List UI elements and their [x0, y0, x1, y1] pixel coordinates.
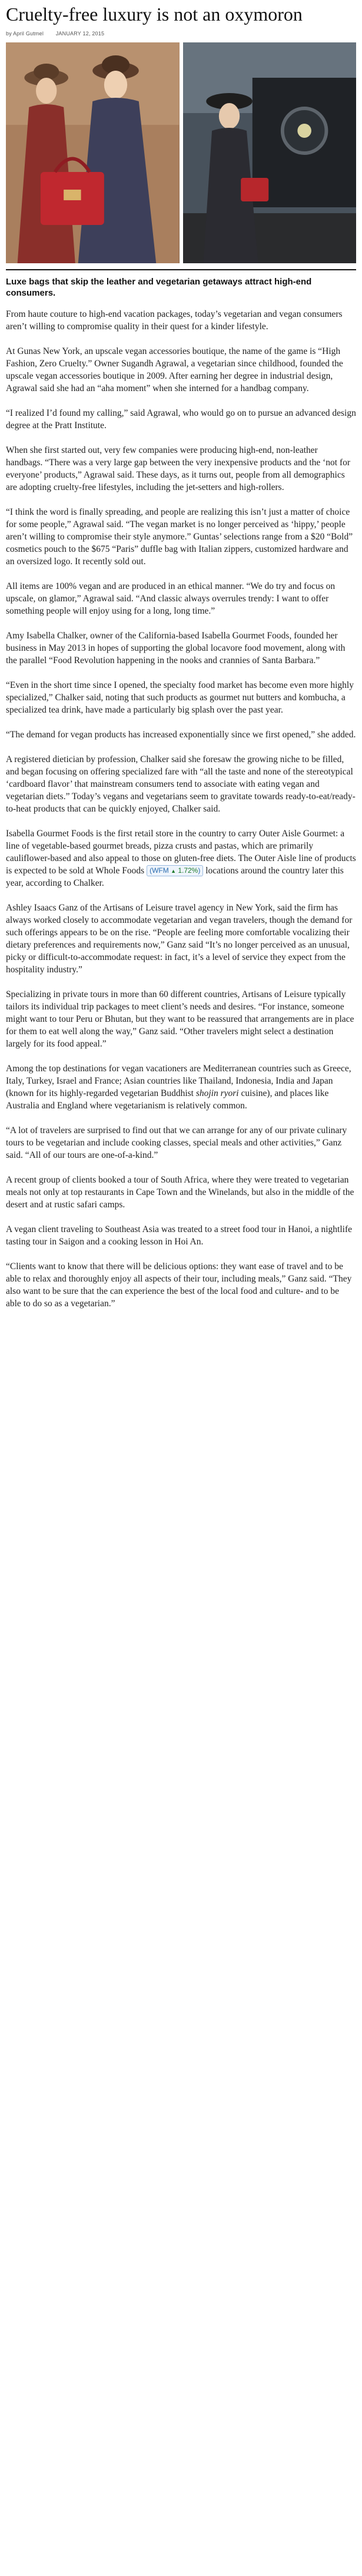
- paragraph: “Clients want to know that there will be delicious options: they want ease of travel and to be able to relax and thoroughly enjoy all aspects of their tour, including meals,” Ganz said. “They also want to be sure that the can experience the best of the local food and culture- and to be able to do so as a vegetarian.”: [6, 1261, 352, 1309]
- paragraph: A recent group of clients booked a tour of South Africa, where they were treated to vegetarian meals not only at top restaurants in Cape Town and the Winelands, but also in the middle of the desert and at rustic safari camps.: [6, 1175, 354, 1210]
- woman-with-red-bag-illustration: [6, 42, 180, 263]
- paragraph-text: Isabella Gourmet Foods is the first retail store in the country to carry Outer Aisle Gourmet: a line of vegetable-based gourmet breads, pizza crusts and pastas, which are primarily cauliflower-based and also appeal to those on gluten-free diets. The Outer Aisle line of products is expected to be sold at Whole Foods: [6, 829, 356, 876]
- japanese-term: shojin ryori: [195, 1088, 239, 1098]
- hero-photo-right: [183, 42, 357, 263]
- paragraph: “I realized I’d found my calling,” said Agrawal, who would go on to pursue an advanced design degree at the Pratt Institute.: [6, 408, 356, 431]
- paragraph: All items are 100% vegan and are produced in an ethical manner. “We do try and focus on upscale, on glamor,” Agrawal said. “And classic always overrules trendy: I want to offer something people will enjoy using for a long, long time.”: [6, 581, 336, 616]
- woman-with-train-illustration: [183, 42, 357, 263]
- paragraph: A registered dietician by profession, Chalker said she foresaw the growing niche to be filled, and began focusing on offering specialized fare with “all the taste and none of the stereotypical ‘cardboard flavor’ that mainstream consumers tend to associate with eating vegan and vegetarian diets.” Today’s vegans and vegetarians seem to gravitate towards ready-to-eat/ready-to-heat products that can be quickly enjoyed, Chalker said.: [6, 754, 356, 814]
- paragraph: Amy Isabella Chalker, owner of the California-based Isabella Gourmet Foods, founded her business in May 2013 in hopes of supporting the global locavore food movement, along with the parallel “Food Revolution happening in the nooks and crannies of Santa Barbara.”: [6, 631, 346, 665]
- author: by April Gutmel: [6, 31, 44, 37]
- hero-photo-left: [6, 42, 180, 263]
- paragraph: Specializing in private tours in more than 60 different countries, Artisans of Leisure typically tailors its individual trip packages to meet client’s needs and desires. “For instance, someone might want to tour Peru or Bhutan, but they want to be reassured that arrangements are in place for them to eat well along the way,” Ganz said. “Other travelers might select a destination largely for its food appeal.”: [6, 989, 354, 1049]
- paragraph: Ashley Isaacs Ganz of the Artisans of Leisure travel agency in New York, said the firm has always worked closely to accommodate vegetarian and vegan travelers, though the demand for such offerings appears to be on the rise. “People are feeling more comfortable vocalizing their dietary preferences and requirements now,” Ganz said “It’s no longer perceived as an unusual, picky or difficult-to-accommodate request: in fact, it’s a level of service they expect from the hospitality industry.”: [6, 903, 353, 975]
- publish-date: JANUARY 12, 2015: [55, 31, 105, 37]
- byline: [6, 31, 356, 37]
- headline: Cruelty-free luxury is not an oxymoron: [6, 4, 303, 25]
- article-deck: Luxe bags that skip the leather and vegetarian getaways attract high-end consumers.: [6, 269, 356, 299]
- paragraph: [6, 827, 356, 889]
- paragraph: [6, 1062, 356, 1112]
- stock-ticker[interactable]: (WFM ▲ 1.72%): [147, 865, 203, 876]
- paragraph-text: locations around the country later this year, according to Chalker.: [6, 866, 344, 888]
- paragraph: “The demand for vegan products has increased exponentially since we first opened,” she added.: [6, 730, 356, 740]
- paragraph: “A lot of travelers are surprised to find out that we can arrange for any of our private culinary tours to be vegetarian and include cooking classes, special meals and other activities,” Ganz said. “All of our tours are one-of-a-kind.”: [6, 1125, 347, 1160]
- hero-images: [6, 42, 356, 263]
- paragraph: From haute couture to high-end vacation packages, today’s vegetarian and vegan consumers aren’t willing to compromise quality in their quest for a kinder lifestyle.: [6, 309, 343, 332]
- ticker-symbol: WFM: [152, 866, 169, 875]
- paragraph-text: Among the top destinations for vegan vacationers are Mediterranean countries such as Greece, Italy, Turkey, Israel and France; Asian countries like Thailand, Indonesia, India and Japan (known for its highly-regarded vegetarian Buddhist: [6, 1064, 351, 1098]
- ticker-change: 1.72%: [178, 866, 198, 875]
- up-arrow-icon: ▲: [171, 868, 176, 874]
- paragraph-text: cuisine), and places like Australia and England where vegetarianism is relatively common.: [6, 1088, 329, 1111]
- article-body: [6, 308, 356, 1310]
- paragraph: At Gunas New York, an upscale vegan accessories boutique, the name of the game is “High Fashion, Zero Cruelty.” Owner Sugandh Agrawal, a vegetarian since childhood, founded the upscale vegan accessories boutique in 2009. After earning her degree in industrial design, Agrawal said she had an “aha moment” when she interned for a handbag company.: [6, 346, 343, 393]
- paragraph: “Even in the short time since I opened, the specialty food market has become even more highly specialized,” Chalker said, noting that such products as gourmet nut butters and kombucha, a specialized tea drink, have made a particularly big splash over the past year.: [6, 680, 354, 715]
- paragraph: “I think the word is finally spreading, and people are realizing this isn’t just a matter of choice for some people,” Agrawal said. “The vegan market is no longer perceived as ‘hippy,’ people aren’t willing to compromise their style anymore.” Guntas’ selections range from a $20 “Bold” cosmetics pouch to the $675 “Paris” duffle bag with Italian zippers, customized hardware and an oversized logo. It recently sold out.: [6, 507, 353, 567]
- paragraph: When she first started out, very few companies were producing high-end, non-leather handbags. “There was a very large gap between the very inexpensive products and the ‘not for everyone’ products,” Agrawal said. These days, as it turns out, people from all demographics are adopting cruelty-free lifestyles, including the jet-setters and high-rollers.: [6, 445, 351, 492]
- paragraph: A vegan client traveling to Southeast Asia was treated to a street food tour in Hanoi, a nightlife tasting tour in Saigon and a cooking lesson in Hoi An.: [6, 1224, 352, 1247]
